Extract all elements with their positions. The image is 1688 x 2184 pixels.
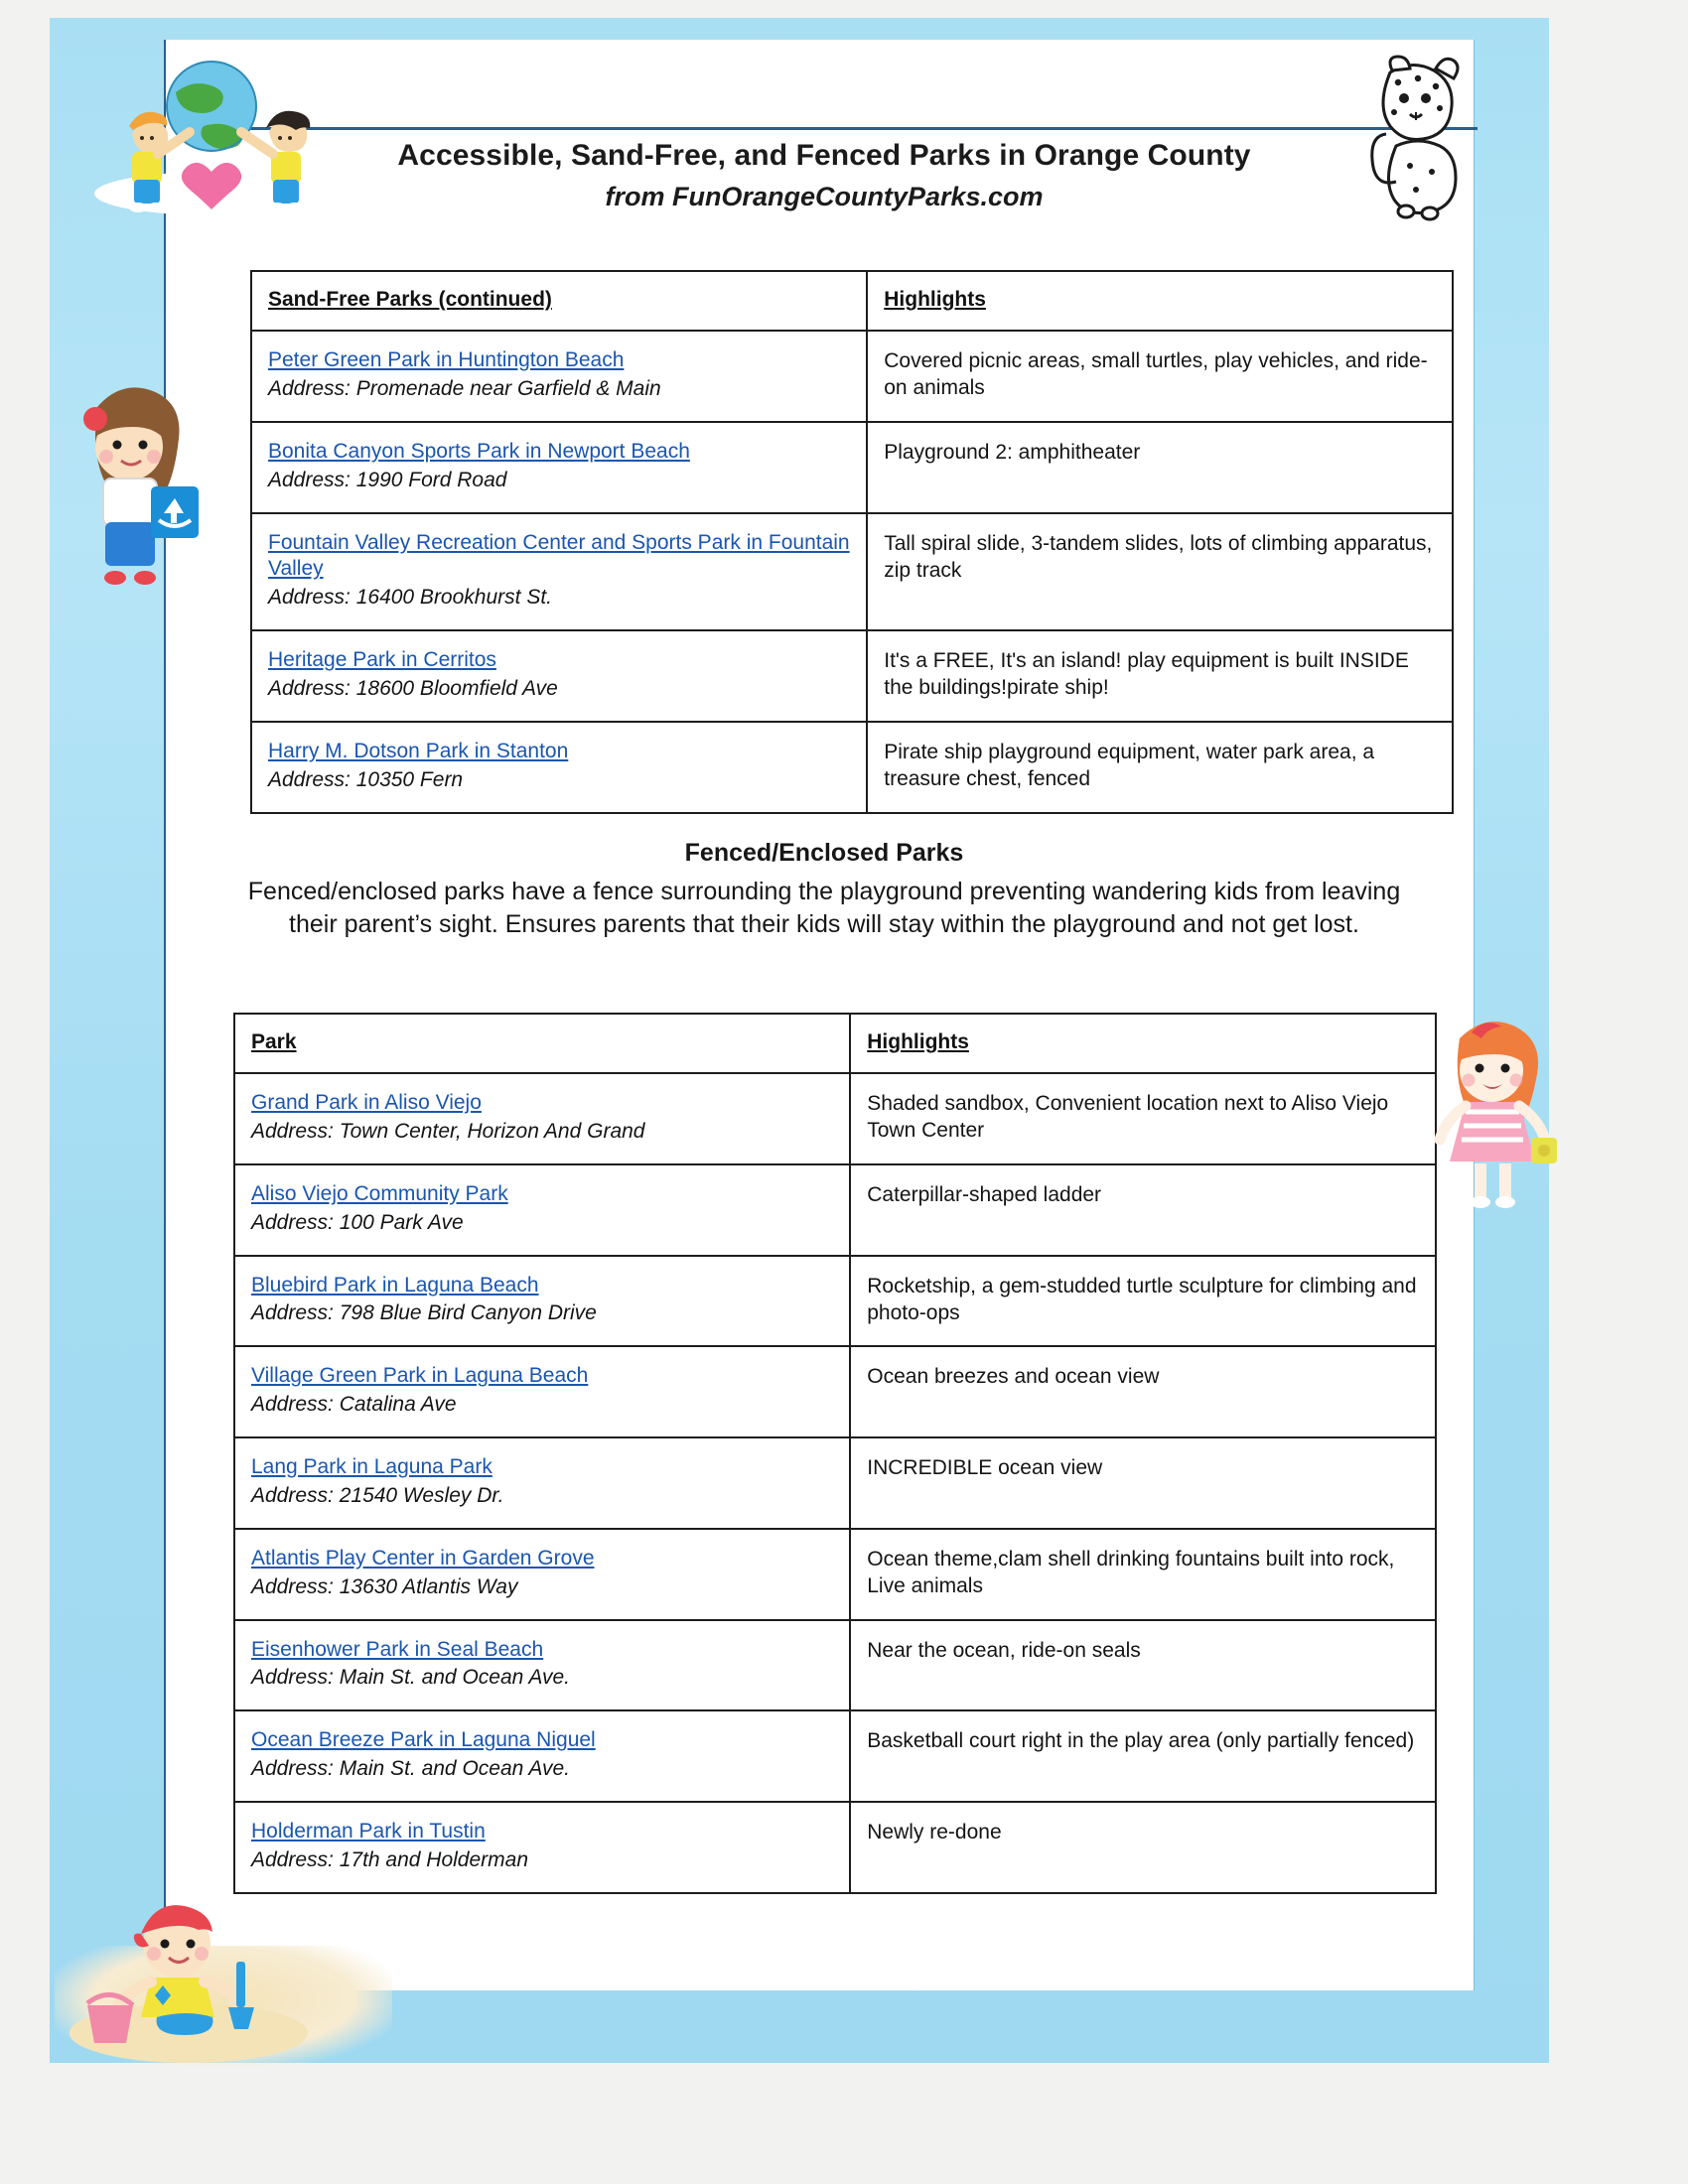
park-link[interactable]: Ocean Breeze Park in Laguna Niguel [251,1728,596,1752]
highlights-cell: Shaded sandbox, Convenient location next to Aliso Viejo Town Center [850,1073,1436,1164]
highlights-cell: Caterpillar-shaped ladder [850,1164,1436,1256]
park-link[interactable]: Peter Green Park in Huntington Beach [268,348,625,371]
header-divider-rule [177,127,1477,130]
highlights-cell: Tall spiral slide, 3-tandem slides, lots of climbing apparatus, zip track [867,513,1453,631]
highlights-cell: Pirate ship playground equipment, water park area, a treasure chest, fenced [867,722,1453,813]
park-address: Address: Promenade near Garfield & Main [268,376,661,400]
park-cell [251,422,867,513]
highlights-cell: Ocean breezes and ocean view [850,1346,1436,1437]
park-link[interactable]: Fountain Valley Recreation Center and Sports Park in Fountain Valley [268,530,850,581]
sand-free-parks-table [250,270,1454,814]
park-cell [251,513,867,631]
table-row [234,1802,1436,1893]
park-address: Address: 16400 Brookhurst St. [268,586,552,610]
table-row [234,1710,1436,1802]
table-row [251,722,1453,813]
park-link[interactable]: Village Green Park in Laguna Beach [251,1364,589,1388]
column-header-park: Park [234,1014,850,1073]
document-header [179,139,1470,212]
park-address: Address: Main St. and Ocean Ave. [251,1666,571,1690]
park-address: Address: Catalina Ave [251,1393,457,1417]
table-row [251,513,1453,631]
table-row [251,422,1453,513]
leopard-clipart [1360,55,1499,233]
park-cell [251,331,867,422]
column-header-highlights: Highlights [850,1014,1436,1073]
park-link[interactable]: Heritage Park in Cerritos [268,648,496,672]
park-cell [251,722,867,813]
park-cell [234,1802,850,1893]
page-title: Accessible, Sand-Free, and Fenced Parks in Orange County [397,139,1251,172]
park-link[interactable]: Bonita Canyon Sports Park in Newport Beach [268,439,690,463]
park-address: Address: 100 Park Ave [251,1210,464,1234]
highlights-cell: Basketball court right in the play area (only partially fenced) [850,1710,1436,1802]
table-row [251,331,1453,422]
page-subtitle: from FunOrangeCountyParks.com [605,182,1044,211]
park-cell [234,1073,850,1164]
table-row [251,630,1453,722]
park-address: Address: 13630 Atlantis Way [251,1574,518,1598]
section-heading: Fenced/Enclosed Parks [684,839,964,867]
highlights-cell: It's a FREE, It's an island! play equipment is built INSIDE the buildings!pirate ship! [867,630,1453,722]
table-row [234,1620,1436,1711]
section-description: Fenced/enclosed parks have a fence surrounding the playground preventing wandering kids from leaving their parent’s sight. Ensures parents that their kids will stay within the playground and not get lost. [247,878,1401,938]
park-link[interactable]: Atlantis Play Center in Garden Grove [251,1546,595,1570]
globe-with-kids-clipart [84,55,343,218]
park-address: Address: 10350 Fern [268,767,464,791]
park-link[interactable]: Grand Park in Aliso Viejo [251,1091,482,1114]
table-row [234,1437,1436,1529]
park-cell [234,1620,850,1711]
park-cell [234,1710,850,1802]
highlights-cell: Covered picnic areas, small turtles, play vehicles, and ride-on animals [867,331,1453,422]
girl-recycling-clipart [60,367,223,606]
park-link[interactable]: Lang Park in Laguna Park [251,1455,492,1478]
table-row [234,1256,1436,1347]
highlights-cell: Playground 2: amphitheater [867,422,1453,513]
table-header-row [234,1014,1436,1073]
park-cell [234,1346,850,1437]
highlights-cell: Near the ocean, ride-on seals [850,1620,1436,1711]
highlights-cell: Rocketship, a gem-studded turtle sculpture for climbing and photo-ops [850,1256,1436,1347]
table-header-row [251,271,1453,331]
column-header-highlights: Highlights [867,271,1453,331]
park-address: Address: Main St. and Ocean Ave. [251,1757,571,1781]
park-link[interactable]: Eisenhower Park in Seal Beach [251,1637,544,1661]
park-cell [234,1437,850,1529]
highlights-cell: INCREDIBLE ocean view [850,1437,1436,1529]
highlights-cell: Newly re-done [850,1802,1436,1893]
girl-in-pink-dress-clipart [1420,1003,1584,1216]
park-cell [234,1256,850,1347]
park-address: Address: 798 Blue Bird Canyon Drive [251,1301,597,1325]
table-row [234,1346,1436,1437]
table-row [234,1529,1436,1620]
park-address: Address: 17th and Holderman [251,1847,528,1871]
park-link[interactable]: Bluebird Park in Laguna Beach [251,1273,539,1297]
fenced-parks-table [233,1013,1437,1894]
park-cell [234,1529,850,1620]
column-header-park: Sand-Free Parks (continued) [251,271,867,331]
park-link[interactable]: Harry M. Dotson Park in Stanton [268,739,569,762]
child-playing-in-sand-clipart [60,1866,318,2065]
table-row [234,1164,1436,1256]
fenced-parks-intro [228,839,1420,941]
park-link[interactable]: Holderman Park in Tustin [251,1820,486,1843]
park-address: Address: Town Center, Horizon And Grand [251,1119,645,1143]
park-link[interactable]: Aliso Viejo Community Park [251,1181,508,1205]
park-cell [251,630,867,722]
highlights-cell: Ocean theme,clam shell drinking fountains built into rock, Live animals [850,1529,1436,1620]
table-row [234,1073,1436,1164]
park-address: Address: 18600 Bloomfield Ave [268,677,558,700]
park-address: Address: 21540 Wesley Dr. [251,1483,504,1507]
park-cell [234,1164,850,1256]
park-address: Address: 1990 Ford Road [268,468,507,491]
